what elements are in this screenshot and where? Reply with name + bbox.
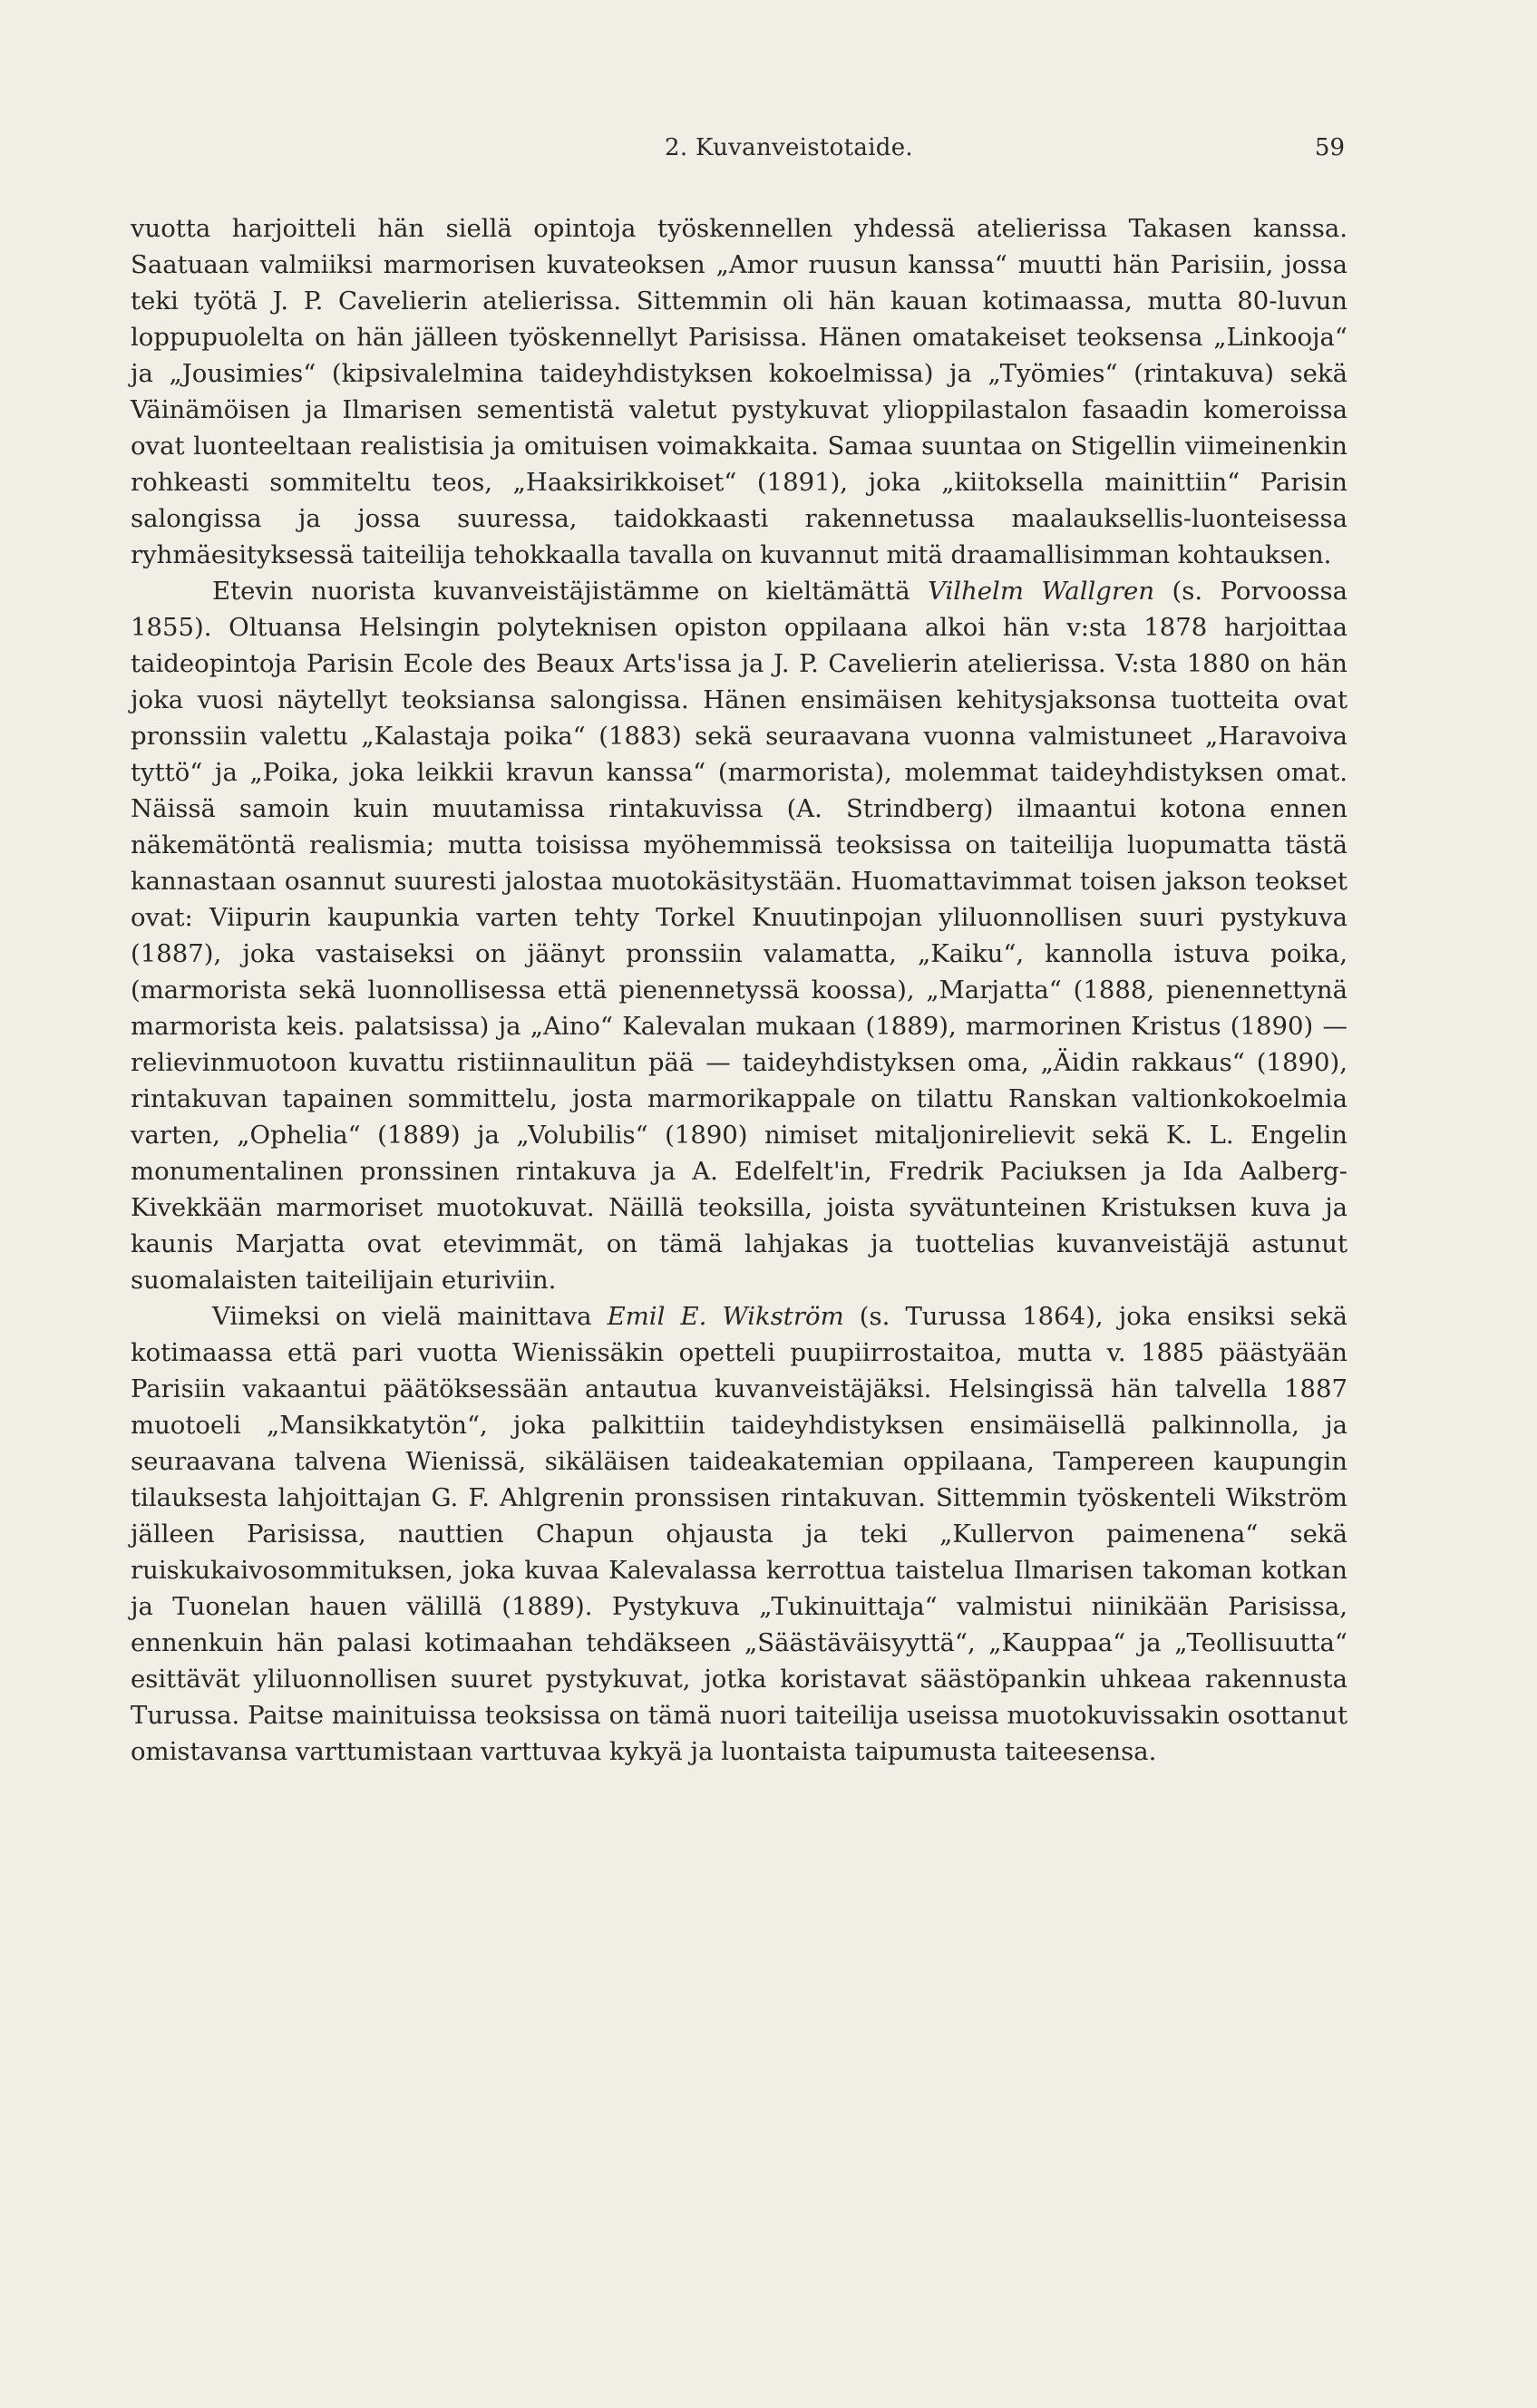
page-number: 59 xyxy=(1314,134,1345,161)
artist-name-wallgren: Vilhelm Wallgren xyxy=(928,577,1155,606)
paragraph-text: (s. Porvoossa 1855). Oltuansa Helsingin polyteknisen opiston oppilaana alkoi hän v:sta 1878 harjoittaa taideopintoja Parisin Ecole des Beaux Arts'issa ja J. P. Cavelierin atelierissa. V:sta 1880 on hän joka vuosi näytellyt teoksiansa salongissa. Hänen ensimäisen kehitysjaksonsa tuotteita ovat pronssiin valettu „Kalastaja poika“ (1883) sekä seuraavana vuonna valmistuneet „Haravoiva tyttö“ ja „Poika, joka leikkii kravun kanssa“ (marmorista), molemmat taideyhdistyksen omat. Näissä samoin kuin muutamissa rintakuvissa (A. Strindberg) ilmaantui kotona ennen näkemätöntä realismia; mutta toisissa myöhemmissä teoksissa on taiteilija luopumatta tästä kannastaan osannut suuresti jalostaa muotokäsitystään. Huomattavimmat toisen jakson teokset ovat: Viipurin kaupunkia varten tehty Torkel Knuutinpojan yliluonnollisen suuri pystykuva (1887), joka vastaiseksi on jäänyt pronssiin valamatta, „Kaiku“, kannolla istuva poika, (marmorista sekä luonnollisessa että pienennetyssä koossa), „Marjatta“ (1888, pienennettynä marmorista keis. palatsissa) ja „Aino“ Kalevalan mukaan (1889), marmorinen Kristus (1890) — relievinmuotoon kuvattu ristiinnaulitun pää — taideyhdistyksen oma, „Äidin rakkaus“ (1890), rintakuvan tapainen sommittelu, josta marmorikappale on tilattu Ranskan valtionkokoelmia varten, „Ophelia“ (1889) ja „Volubilis“ (1890) nimiset mitaljonirelievit sekä K. L. Engelin monumentalinen pronssinen rintakuva ja A. Edelfelt'in, Fredrik Paciuksen ja Ida Aalberg-Kivekkään marmoriset muotokuvat. Näillä teoksilla, joista syvätunteinen Kristuksen kuva ja kaunis Marjatta ovat etevimmät, on tämä lahjakas ja tuottelias kuvanveistäjä astunut suomalaisten taiteilijain eturiviin. xyxy=(131,577,1347,1295)
paragraph-text: Etevin nuorista kuvanveistäjistämme on kieltämättä xyxy=(212,577,929,606)
body-text xyxy=(131,210,1347,1770)
paragraph-2 xyxy=(131,573,1347,1298)
running-head xyxy=(0,134,1537,170)
chapter-title: 2. Kuvanveistotaide. xyxy=(665,134,913,161)
artist-name-wikstrom: Emil E. Wikström xyxy=(607,1302,844,1331)
paragraph-1 xyxy=(131,210,1347,573)
paragraph-3 xyxy=(131,1298,1347,1770)
paragraph-text: vuotta harjoitteli hän siellä opintoja työskennellen yhdessä atelierissa Takasen kanssa. Saatuaan valmiiksi marmorisen kuvateoksen „Amor ruusun kanssa“ muutti hän Parisiin, jossa teki työtä J. P. Cavelierin atelierissa. Sittemmin oli hän kauan kotimaassa, mutta 80-luvun loppupuolelta on hän jälleen työskennellyt Parisissa. Hänen omatakeiset teoksensa „Linkooja“ ja „Jousimies“ (kipsivalelmina taideyhdistyksen kokoelmissa) ja „Työmies“ (rintakuva) sekä Väinämöisen ja Ilmarisen sementistä valetut pystykuvat ylioppilastalon fasaadin komeroissa ovat luonteeltaan realistisia ja omituisen voimakkaita. Samaa suuntaa on Stigellin viimeinenkin rohkeasti sommiteltu teos, „Haaksirikkoiset“ (1891), joka „kiitoksella mainittiin“ Parisin salongissa ja jossa suuressa, taidokkaasti rakennetussa maalauksellis-luonteisessa ryhmäesityksessä taiteilija tehokkaalla tavalla on kuvannut mitä draamallisimman kohtauksen. xyxy=(131,214,1347,569)
paragraph-text: (s. Turussa 1864), joka ensiksi sekä kotimaassa että pari vuotta Wienissäkin opetteli puupiirrostaitoa, mutta v. 1885 päästyään Parisiin vakaantui päätöksessään antautua kuvanveistäjäksi. Helsingissä hän talvella 1887 muotoeli „Mansikkatytön“, joka palkittiin taideyhdistyksen ensimäisellä palkinnolla, ja seuraavana talvena Wienissä, sikäläisen taideakatemian oppilaana, Tampereen kaupungin tilauksesta lahjoittajan G. F. Ahlgrenin pronssisen rintakuvan. Sittemmin työskenteli Wikström jälleen Parisissa, nauttien Chapun ohjausta ja teki „Kullervon paimenena“ sekä ruiskukaivosommituksen, joka kuvaa Kalevalassa kerrottua taistelua Ilmarisen takoman kotkan ja Tuonelan hauen välillä (1889). Pystykuva „Tukinuittaja“ valmistui niinikään Parisissa, ennenkuin hän palasi kotimaahan tehdäkseen „Säästäväisyyttä“, „Kauppaa“ ja „Teollisuutta“ esittävät yliluonnollisen suuret pystykuvat, jotka koristavat säästöpankin uhkeaa rakennusta Turussa. Paitse mainituissa teoksissa on tämä nuori taiteilija useissa muotokuvissakin osottanut omistavansa varttumistaan varttuvaa kykyä ja luontaista taipumusta taiteesensa. xyxy=(131,1302,1347,1766)
paragraph-text: Viimeksi on vielä mainittava xyxy=(212,1302,608,1331)
